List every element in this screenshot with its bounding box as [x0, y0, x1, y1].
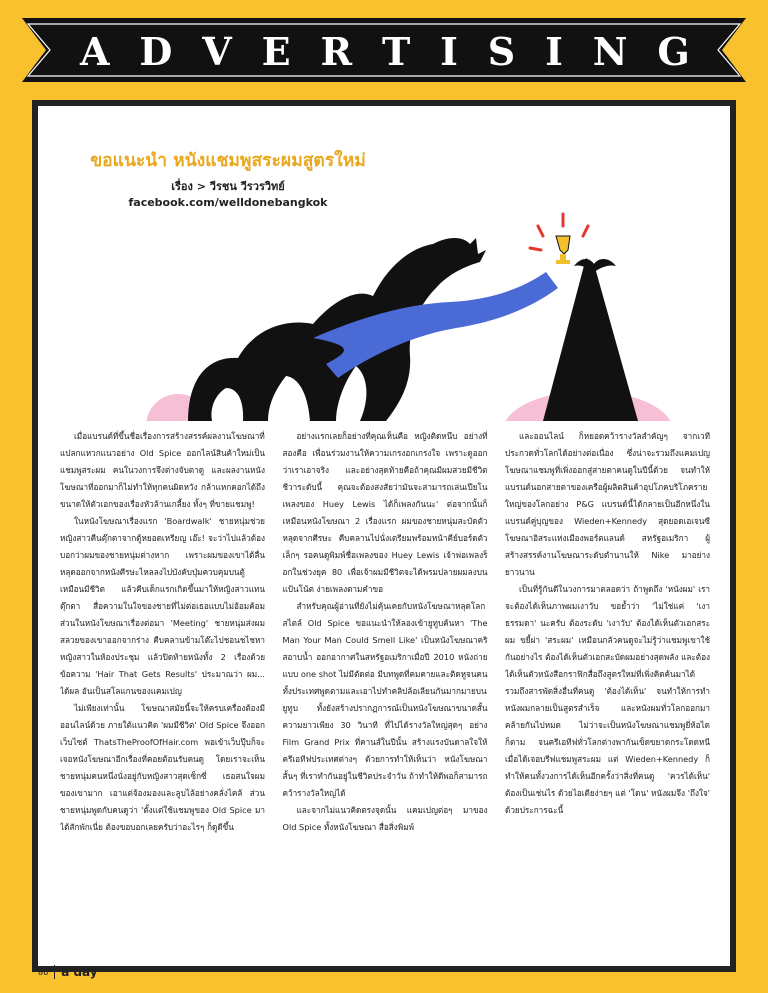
body-column-1: [60, 428, 265, 928]
page-footer: [38, 960, 98, 984]
section-title: [80, 26, 690, 76]
author-credit: เรื่อง > วีรชน วีรวรวิทย์: [171, 180, 285, 193]
section-letter: I: [440, 28, 458, 74]
section-banner: [0, 12, 768, 90]
body-paragraph: และออนไลน์ ก็หยอดคว้ารางวัลสำคัญๆ จากเวทีประกวดทั่วโลกได้อย่างต่อเนื่อง ซึ่งน่าจะรวมถึงแคมเปญโฆษณาแชมพูที่เพิ่งออกสู่สายตาคนดูในปีนี้ด้วย จนทำให้แบรนด์นอกสายตาของเครือผู้ผลิตสินค้าอุปโภคบริโภครายใหญ่ของโลกอย่าง P&G แบรนด์นี้ได้กลายเป็นอีกหนึ่งในแบรนด์คู่บุญของ Wieden+Kennedy สุดยอดเอเจนซีโฆษณาอิสระแห่งเมืองพอร์ตแลนด์ สหรัฐอเมริกา ผู้สร้างสรรค์งานโฆษณาระดับตำนานให้ Nike มาอย่างยาวนาน: [505, 431, 710, 577]
black-mountain: [543, 258, 638, 421]
body-paragraph: เป็นที่รู้กันดีในวงการมาตลอดว่า ถ้าพูดถึง 'หนังผม' เราจะต้องได้เห็นภาพผมเงาวับ ขอย้ำว่า 'ไม่ใช่แค่ 'เงาธรรมดา' นะครับ ต้องระดับ 'เงาวับ' ต้องได้เห็นตัวเอกสระผม ขยี้ผ่า 'สระผม' เหมือนกลัวคนดูจะไม่รู้ว่าแชมพูเขาใช้กันอย่างไร ต้องได้เห็นตัวเอกสะบัดผมอย่างสุดพลัง และต้องได้เห็นตัวหนังสือกราฟิกสื่อถึงสูตรใหม่ที่เพิ่งคิดค้นมาได้ รวมถึงสารพัดสิ่งอื่นที่คนดู 'ต้องได้เห็น' จนทำให้การทำหนังผมกลายเป็นสูตรสำเร็จ และหนังผมทั่วโลกออกมาคล้ายกันไปหมด ไม่ว่าจะเป็นหนังโฆษณาแชมพูยี่ห้อไดก็ตาม จนครีเอทีฟทั่วโลกต่างพากันเข็ดขยาดกระโดดหนีเมื่อได้เจอบรีฟแชมพูสระผม แต่ Wieden+Kennedy ก็ทำให้คนทั้งวงการได้เห็นอีกครั้งว่าสิ่งที่คนดู 'ควรได้เห็น' ต้องเป็นเช่นไร ด้วยไอเดียง่ายๆ แต่ 'โดน' หนังผมจึง 'ถึงใจ' ด้วยประการฉะนี้: [505, 584, 710, 815]
hero-illustration: [38, 206, 730, 421]
footer-divider: [54, 965, 55, 979]
section-letter: G: [657, 28, 690, 74]
section-letter: D: [139, 28, 173, 74]
section-letter: R: [320, 28, 353, 74]
trophy-icon: [556, 236, 570, 264]
mustache-icon: [574, 259, 616, 272]
article-page: [38, 106, 730, 966]
body-paragraph: สำหรับคุณผู้อ่านที่ยังไม่คุ้นเคยกับหนังโฆษณาหลุดโลกสไตล์ Old Spice ขอแนะนำให้ลองเข้ายูทูบค้นหา 'The Man Your Man Could Smell Like' เป็นหนังโฆษณาคริสอาบน้ำ ออกอากาศในสหรัฐอเมริกาเมื่อปี 2010 หนังถ่ายแบบ one shot ไม่มีตัดต่อ มีบทพูดที่คมคายและติดหูจนคนทั้งประเทศพูดตามและเอาไปทำคลิปล้อเลียนกันมากมายบนยูทูบ ทั้งยังสร้างปรากฏการณ์เป็นหนังโฆษณาขนาดสั้น ความยาวเพียง 30 วินาที ที่ไปได้รางวัลใหญ่สุดๆ อย่าง Film Grand Prix ที่คานส์ในปีนั้น สร้างแรงบันดาลใจให้ครีเอทีฟประเทศต่างๆ ด้วยการทำให้เห็นว่า หนังโฆษณาสั้นๆ ที่เราทำกันอยู่ในชีวิตประจำวัน ถ้าทำให้ดีพอก็สามารถคว้ารางวัลใหญ่ได้: [282, 601, 488, 798]
section-letter: V: [202, 28, 232, 74]
section-letter: T: [381, 28, 411, 74]
body-column-3: [505, 428, 710, 928]
body-paragraph: อย่างแรกเลยก็อย่างที่คุณเห็นคือ หญิงติดหนึบ อย่างที่สองคือ เพื่อนร่วมงานให้ความเกรงอกเกรงใจ เพราะดูออกว่าเราเอาจริง และอย่างสุดท้ายคือถ้าคุณมีผมสวยมีชีวิตชีวาระดับนี้ คุณจะต้องสงสัยว่ามันจะสามารถเล่นเปียโนเพลงของ Huey Lewis ได้ก็เพลงกันนะ' ต่อจากนั้นก็เหมือนหนังโฆษณา 2 เรื่องแรก ผมของชายหนุ่มสะบัดตัวหลุดจากศีรษะ คืบคลานไปนั่งเตรียมพร้อมหน้าคีย์บอร์ดตัวเล็กๆ รอคนดูพิมพ์ชื่อเพลงของ Huey Lewis เจ้าพ่อเพลงร็อกในช่วงยุค 80 เพื่อเจ้าผมมีชีวิตจะได้พรมปลายผมลงบนแป้นโน้ต ง่ายเพลงตามคำขอ: [282, 431, 488, 594]
article-body: [60, 428, 710, 928]
facebook-link[interactable]: facebook.com/welldonebangkok: [128, 196, 328, 209]
body-paragraph: และจากไม่แนวคิดตรงจุดนั้น แคมเปญต่อๆ มาของ Old Spice ทั้งหนังโฆษณา สื่อสิ่งพิมพ์: [282, 805, 488, 832]
body-paragraph: ไม่เพียงเท่านั้น โฆษณาสมัยนี้จะให้ครบเครื่องต้องมีออนไลน์ด้วย ภายใต้แนวคิด 'ผมมีชีวิต' Old Spice จึงออกเว็บไซต์ ThatsTheProofOfHair.com พอเข้าเว็บปุ๊บก็จะเจอหนังโฆษณาอีกเรื่องที่คอยต้อนรับคนดู โดยเราจะเห็นชายหนุ่มคนหนึ่งนั่งอยู่กับหญิงสาวสุดเซ็กซี่ เธอสนใจผมของเขามาก เอาแต่จ้องมองและลูบไล้อย่างคลั่งไคล้ ส่วนชายหนุ่มพูดกับคนดูว่า 'ตั้งแต่ใช้แชมพูของ Old Spice มาได้สักพักเนี่ย ต้องขอบอกเลยครับว่าอะไรๆ ก็ดูดีขึ้น: [60, 703, 265, 832]
magazine-name: a day: [61, 965, 98, 979]
page-number: 86: [38, 967, 49, 977]
article-header: [38, 146, 418, 211]
body-paragraph: ในหนังโฆษณาเรื่องแรก 'Boardwalk' ชายหนุ่มช่วยหญิงสาวคืนตุ๊กตาจากตู้หยอดเหรียญ เอ๊ะ! จะว่าไปแล้วต้องบอกว่าผมของชายหนุ่มต่างหาก เพราะผมของเขาได้ลื่นหลุดออกจากหนังศีรษะไหลลงไปบังคับปุ่มควบคุมบนตู้เหมือนมีชีวิต แล้วคีบเด็กแรกเกิดขึ้นมาให้หญิงสาวแทนตุ๊กตา สื่อความในใจของชายที่ไม่ต่อเธอแบบไม่อ้อมค้อม ส่วนในหนังโฆษณาเรื่องต่อมา 'Meeting' ชายหนุ่มส่งผมสลวยของเขาออกจากร่าง คืบคลานข้ามโต๊ะไปชอนชไชหาหญิงสาวในห้องประชุม แล้วปิดท้ายหนังทั้ง 2 เรื่องด้วยข้อความ 'Hair That Gets Results' ประมาณว่า ผม... ได้ผล อันเป็นสโลแกนของแคมเปญ: [60, 516, 265, 696]
section-letter: A: [80, 28, 110, 74]
body-paragraph: เมื่อแบรนด์ที่ขึ้นชื่อเรื่องการสร้างสรรค์ผลงานโฆษณาที่แปลกแหวกแนวอย่าง Old Spice ออกไลน์สินค้าใหม่เป็นแชมพูสระผม คนในวงการจึงต่างจับตาดู และผลงานหนังโฆษณาที่ออกมาก็ไม่ทำให้ทุกคนผิดหวัง กล้าแหกคอกได้ถึงขนาดให้ตัวเอกของเรื่องหัวล้านเกลี้ยง ทั้งๆ ที่ขายแชมพู!: [60, 431, 265, 509]
section-letter: S: [487, 28, 516, 74]
body-column-2: [283, 428, 488, 928]
article-title: ขอแนะนำ หนังแชมพูสระผมสูตรใหม่: [90, 151, 366, 171]
section-letter: I: [545, 28, 563, 74]
section-letter: E: [261, 28, 291, 74]
section-letter: N: [592, 28, 628, 74]
